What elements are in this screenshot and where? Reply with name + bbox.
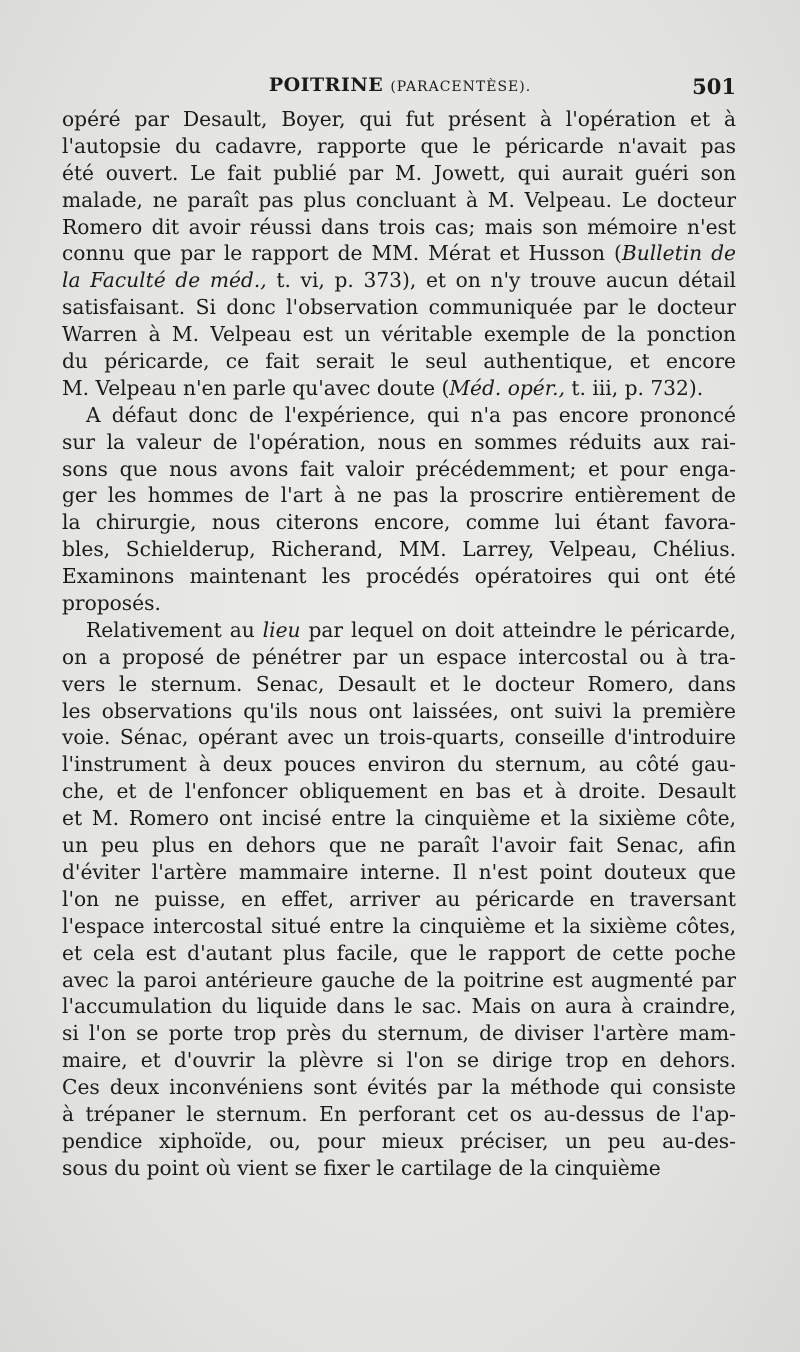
page-number: 501 bbox=[692, 74, 736, 99]
text-segment: par lequel on doit atteindre le péricarde, bbox=[300, 617, 736, 642]
text-segment: l'instrument à deux pouces environ du sternum, au côté gau- bbox=[62, 752, 736, 777]
text-line bbox=[62, 805, 736, 832]
text-segment: sur la valeur de l'opération, nous en sommes réduits aux rai- bbox=[62, 429, 736, 454]
text-segment: che, et de l'enfoncer obliquement en bas et à droite. Desault bbox=[62, 779, 736, 804]
text-line bbox=[62, 214, 736, 241]
italic-text: lieu bbox=[262, 617, 301, 642]
text-line bbox=[62, 590, 736, 617]
text-segment: proposés. bbox=[62, 591, 161, 616]
paragraph bbox=[62, 106, 736, 402]
running-head-title: POITRINE bbox=[268, 74, 384, 96]
text-segment: Relativement au bbox=[86, 617, 263, 642]
text-line bbox=[62, 832, 736, 859]
text-segment: ger les hommes de l'art à ne pas la proscrire entièrement de bbox=[62, 483, 736, 508]
page-header bbox=[62, 74, 738, 102]
text-line bbox=[62, 536, 736, 563]
text-segment: Examinons maintenant les procédés opératoires qui ont été bbox=[62, 564, 736, 589]
text-segment: on a proposé de pénétrer par un espace intercostal ou à tra- bbox=[62, 644, 736, 669]
running-head bbox=[62, 74, 738, 96]
text-segment: t. iii, p. 732). bbox=[565, 375, 704, 400]
text-segment: la chirurgie, nous citerons encore, comme lui étant favora- bbox=[62, 510, 736, 535]
text-line bbox=[62, 456, 736, 483]
text-line bbox=[62, 267, 736, 294]
text-segment: Ces deux inconvéniens sont évités par la méthode qui consiste bbox=[62, 1075, 736, 1100]
text-line bbox=[62, 1155, 736, 1182]
text-line bbox=[62, 698, 736, 725]
text-line bbox=[62, 321, 736, 348]
text-line bbox=[62, 886, 736, 913]
text-segment: M. Velpeau n'en parle qu'avec doute ( bbox=[62, 375, 450, 400]
text-line bbox=[62, 1047, 736, 1074]
text-segment: maire, et d'ouvrir la plèvre si l'on se dirige trop en dehors. bbox=[62, 1048, 736, 1073]
text-segment: connu que par le rapport de MM. Mérat et Husson ( bbox=[62, 241, 622, 266]
text-segment: pendice xiphoïde, ou, pour mieux préciser, un peu au-des- bbox=[62, 1128, 736, 1153]
text-line bbox=[62, 1074, 736, 1101]
text-segment: l'on ne puisse, en effet, arriver au péricarde en traversant bbox=[62, 886, 736, 911]
text-line bbox=[62, 160, 736, 187]
text-segment: Warren à M. Velpeau est un véritable exemple de la ponction bbox=[62, 322, 736, 347]
text-line bbox=[62, 509, 736, 536]
running-head-subtitle: (PARACENTÈSE). bbox=[390, 79, 532, 95]
text-segment: avec la paroi antérieure gauche de la poitrine est augmenté par bbox=[62, 967, 736, 992]
text-segment: du péricarde, ce fait serait le seul authentique, et encore bbox=[62, 349, 736, 374]
text-line bbox=[62, 348, 736, 375]
text-segment: l'accumulation du liquide dans le sac. Mais on aura à craindre, bbox=[62, 994, 736, 1019]
text-line bbox=[62, 778, 736, 805]
text-line bbox=[62, 913, 736, 940]
text-segment: A défaut donc de l'expérience, qui n'a pas encore prononcé bbox=[86, 402, 736, 427]
text-line bbox=[62, 644, 736, 671]
text-line bbox=[62, 375, 736, 402]
italic-text: la Faculté de méd., bbox=[62, 268, 267, 293]
text-line bbox=[62, 133, 736, 160]
text-line bbox=[62, 1101, 736, 1128]
text-segment: et cela est d'autant plus facile, que le rapport de cette poche bbox=[62, 940, 736, 965]
text-line bbox=[62, 724, 736, 751]
text-segment: et M. Romero ont incisé entre la cinquième et la sixième côte, bbox=[62, 806, 736, 831]
text-segment: d'éviter l'artère mammaire interne. Il n'est point douteux que bbox=[62, 859, 736, 884]
text-line bbox=[62, 402, 736, 429]
text-line bbox=[62, 671, 736, 698]
text-segment: voie. Sénac, opérant avec un trois-quarts, conseille d'introduire bbox=[62, 725, 736, 750]
text-segment: satisfaisant. Si donc l'observation communiquée par le docteur bbox=[62, 295, 736, 320]
text-line bbox=[62, 967, 736, 994]
text-segment: un peu plus en dehors que ne paraît l'avoir fait Senac, afin bbox=[62, 833, 736, 858]
text-segment: été ouvert. Le fait publié par M. Jowett, qui aurait guéri son bbox=[62, 160, 736, 185]
text-segment: opéré par Desault, Boyer, qui fut présent à l'opération et à bbox=[62, 107, 736, 131]
italic-text: Bulletin de bbox=[621, 241, 736, 266]
text-line bbox=[62, 751, 736, 778]
text-segment: sons que nous avons fait valoir précédemment; et pour enga- bbox=[62, 456, 736, 481]
text-line bbox=[62, 940, 736, 967]
text-line bbox=[62, 1020, 736, 1047]
text-line bbox=[62, 106, 736, 133]
text-line bbox=[62, 187, 736, 214]
paragraph bbox=[62, 617, 736, 1182]
text-segment: sous du point où vient se fixer le cartilage de la cinquième bbox=[62, 1155, 661, 1180]
text-segment: vers le sternum. Senac, Desault et le docteur Romero, dans bbox=[62, 671, 736, 696]
text-line bbox=[62, 859, 736, 886]
text-line bbox=[62, 1128, 736, 1155]
text-segment: à trépaner le sternum. En perforant cet os au-dessus de l'ap- bbox=[62, 1101, 736, 1126]
text-segment: Romero dit avoir réussi dans trois cas; mais son mémoire n'est bbox=[62, 214, 736, 239]
text-line bbox=[62, 429, 736, 456]
text-line bbox=[62, 482, 736, 509]
text-segment: malade, ne paraît pas plus concluant à M. Velpeau. Le docteur bbox=[62, 187, 736, 212]
text-line bbox=[62, 563, 736, 590]
body-text bbox=[62, 106, 736, 1182]
text-line bbox=[62, 240, 736, 267]
text-line bbox=[62, 294, 736, 321]
paragraph bbox=[62, 402, 736, 617]
text-segment: t. vi, p. 373), et on n'y trouve aucun détail bbox=[266, 268, 736, 293]
text-line bbox=[62, 993, 736, 1020]
italic-text: Méd. opér., bbox=[449, 375, 565, 400]
text-segment: bles, Schielderup, Richerand, MM. Larrey, Velpeau, Chélius. bbox=[62, 537, 736, 562]
text-segment: l'autopsie du cadavre, rapporte que le péricarde n'avait pas bbox=[62, 133, 736, 158]
text-segment: les observations qu'ils nous ont laissées, ont suivi la première bbox=[62, 698, 736, 723]
text-segment: si l'on se porte trop près du sternum, de diviser l'artère mam- bbox=[62, 1021, 736, 1046]
text-segment: l'espace intercostal situé entre la cinquième et la sixième côtes, bbox=[62, 913, 736, 938]
text-line bbox=[62, 617, 736, 644]
